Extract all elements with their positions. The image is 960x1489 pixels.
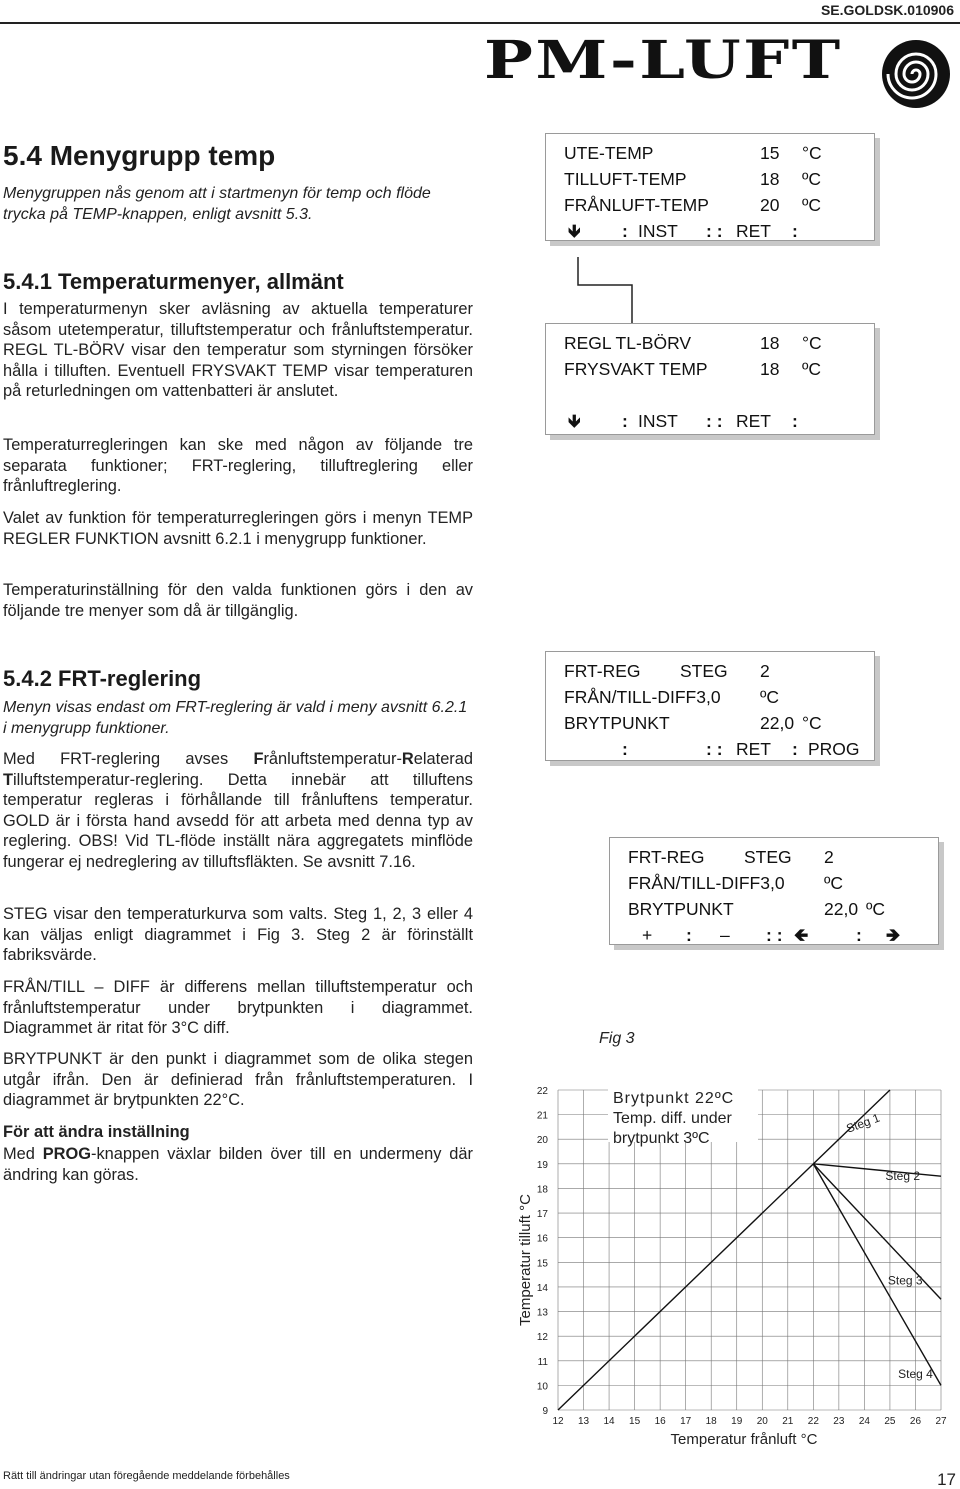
x-axis-label: Temperatur frånluft °C [670,1431,818,1448]
inst-key[interactable]: INST [638,411,678,431]
page-number: 17 [937,1470,956,1489]
lcd-row-frt-reg: FRT-REG STEG 2 [628,847,834,867]
menu-connector-line [570,255,640,325]
x-tick-label: 25 [884,1416,896,1427]
lcd-frt-reg-edit-display [609,837,939,945]
subsection-2-paragraph-1: Med FRT-reglering avses Frånluftstemperatur-Relaterad Tilluftstemperatur-reglering. Detta innebär att tilluftens temperatur regleras i förhållande till frånluftens temperatur. GOLD är i första hand avsedd för att arbeta med denna typ av reglering. OBS! Vid TL-flöde inställt nära aggregatets minflöde fungerar ej nedreglering av tilluftsfläkten. Se avsnitt 7.16. [3,750,473,871]
x-tick-label: 26 [909,1416,922,1427]
pm-luft-logo: PM-LUFT [484,30,843,91]
x-tick-label: 12 [552,1416,564,1427]
lcd-row-fran-till-diff: FRÅN/TILL-DIFF3,0 ºC [564,687,780,707]
header-rule [0,22,960,24]
y-tick-label: 10 [536,1381,548,1393]
lcd-row-frysvakt-temp: FRYSVAKT TEMP 18 ºC [564,359,822,379]
annotation-line-2: Temp. diff. under [613,1110,732,1127]
x-tick-label: 13 [577,1416,590,1427]
lcd-row-ute-temp: UTE-TEMP 15 °C [564,143,822,163]
subsection-2-title: 5.4.2 FRT-reglering [3,666,202,691]
x-tick-label: 24 [858,1416,870,1427]
lcd-row-tilluft-temp: TILLUFT-TEMP 18 ºC [564,169,822,189]
y-tick-label: 21 [536,1110,548,1122]
ret-key[interactable]: RET [736,739,771,759]
plus-key[interactable]: + [642,925,653,945]
series-label-steg-4: Steg 4 [898,1367,933,1381]
section-intro: Menygruppen nås genom att i startmenyn för temp och flöde trycka på TEMP-knappen, enligt avsnitt 5.3. [3,185,431,223]
subsection-2-paragraph-5: Med PROG-knappen växlar bilden över till en undermeny där ändring kan göras. [3,1145,473,1184]
subsection-1-paragraph-1: I temperaturmenyn sker avläsning av aktuella temperaturer såsom utetemperatur, tilluftstemperatur och frånluftstemperatur. REGL TL-BÖRV visar den temperatur som styrningen försöker hålla i tilluften. Eventuell FRYSVAKT TEMP visar temperaturen på returledningen om vattenbatteri är anslutet. [3,300,473,400]
x-tick-label: 19 [731,1416,743,1427]
x-tick-label: 20 [756,1416,768,1427]
prog-key[interactable]: PROG [808,739,860,759]
subsection-2-intro: Menyn visas endast om FRT-reglering är vald i meny avsnitt 6.2.1 i menygrupp funktioner. [3,699,468,737]
subsection-2-paragraph-4: BRYTPUNKT är den punkt i diagrammet som de olika stegen utgår ifrån. Den är definierad från frånluftstemperaturen. I diagrammet är brytpunkten 22°C. [3,1050,473,1109]
subsection-2-paragraph-2: STEG visar den temperaturkurva som valts. Steg 1, 2, 3 eller 4 kan väljas enligt diagrammet i Fig 3. Steg 2 är förinställt fabriksvärde. [3,905,473,964]
y-tick-label: 17 [536,1209,548,1221]
y-tick-label: 14 [536,1282,548,1294]
lcd-row-fran-till-diff: FRÅN/TILL-DIFF3,0 ºC [628,873,844,893]
lcd-key-row: 🡻 : INST : : RET : [546,218,874,244]
series-line-steg-2 [813,1164,941,1176]
frt-chart [500,1070,956,1460]
subsection-2-paragraph-3: FRÅN/TILL – DIFF är differens mellan tilluftstemperatur och frånluftstemperatur under brytpunkten i diagrammet. Diagrammet är ritat för 3°C diff. [3,978,473,1037]
lcd-temp-display [545,133,875,241]
series-label-steg-1: Steg 1 [844,1110,882,1136]
y-tick-label: 9 [542,1406,548,1417]
lcd-key-row: 🡻 : INST : : RET : [546,408,874,434]
y-axis-label: Temperatur tilluft °C [517,1194,534,1326]
y-tick-label: 22 [536,1086,548,1097]
ret-key[interactable]: RET [736,221,771,241]
lcd-row-brytpunkt: BRYTPUNKT 22,0 °C [564,713,822,733]
y-tick-label: 20 [536,1135,548,1147]
x-tick-label: 21 [782,1416,794,1427]
minus-key[interactable]: – [720,925,730,945]
x-tick-label: 17 [680,1416,692,1427]
y-tick-label: 13 [536,1307,548,1319]
arrow-down-icon[interactable]: 🡻 [568,411,581,431]
arrow-down-icon[interactable]: 🡻 [568,221,581,241]
lcd-row-brytpunkt: BRYTPUNKT 22,0 ºC [628,899,886,919]
y-tick-label: 19 [536,1159,548,1171]
inst-key[interactable]: INST [638,221,678,241]
document-code: SE.GOLDSK.010906 [820,2,954,18]
lcd-regl-display [545,323,875,435]
y-tick-label: 18 [536,1184,548,1196]
lcd-row-regl-tl-borv: REGL TL-BÖRV 18 °C [564,333,822,353]
series-label-steg-3: Steg 3 [887,1273,923,1288]
subsection-1-title: 5.4.1 Temperaturmenyer, allmänt [3,269,344,294]
x-tick-label: 15 [629,1416,641,1427]
lcd-row-franluft-temp: FRÅNLUFT-TEMP 20 ºC [564,195,822,215]
footer-note: Rätt till ändringar utan föregående meddelande förbehålles [3,1470,290,1482]
subsection-1-paragraph-3: Valet av funktion för temperaturregleringen görs i menyn TEMP REGLER FUNKTION avsnitt 6.2.1 i menygrupp funktioner. [3,509,473,548]
annotation-line-3: brytpunkt 3ºC [613,1130,710,1147]
x-tick-label: 27 [935,1416,947,1427]
x-tick-label: 23 [833,1416,845,1427]
x-tick-label: 14 [603,1416,615,1427]
y-tick-label: 15 [536,1258,548,1270]
change-setting-title: För att ändra inställning [3,1123,190,1141]
x-tick-label: 22 [807,1416,819,1427]
ret-key[interactable]: RET [736,411,771,431]
lcd-row-frt-reg: FRT-REG STEG 2 [564,661,770,681]
lcd-frt-reg-display [545,651,875,761]
y-tick-label: 16 [536,1233,548,1245]
x-tick-label: 18 [705,1416,717,1427]
arrow-left-icon[interactable]: 🡸 [794,925,809,945]
series-label-steg-2: Steg 2 [885,1169,921,1184]
subsection-1-paragraph-4: Temperaturinställning för den valda funktionen görs i den av följande tre menyer som då är tillgänglig. [3,581,473,620]
section-title: 5.4 Menygrupp temp [3,140,276,171]
lcd-key-row: : : : RET : PROG [546,736,874,762]
arrow-right-icon[interactable]: 🡺 [886,925,901,945]
y-tick-label: 12 [536,1332,548,1344]
subsection-1-paragraph-2: Temperaturregleringen kan ske med någon av följande tre separata funktioner; FRT-reglering, tilluftreglering eller frånluftreglering. [3,436,473,495]
figure-label: Fig 3 [599,1030,635,1047]
annotation-line-1: Brytpunkt 22ºC [613,1090,735,1107]
x-tick-label: 16 [654,1416,666,1427]
swirl-logo-icon [880,38,952,110]
y-tick-label: 11 [537,1356,548,1368]
lcd-key-row: + : – : : 🡸 : 🡺 [610,922,938,948]
